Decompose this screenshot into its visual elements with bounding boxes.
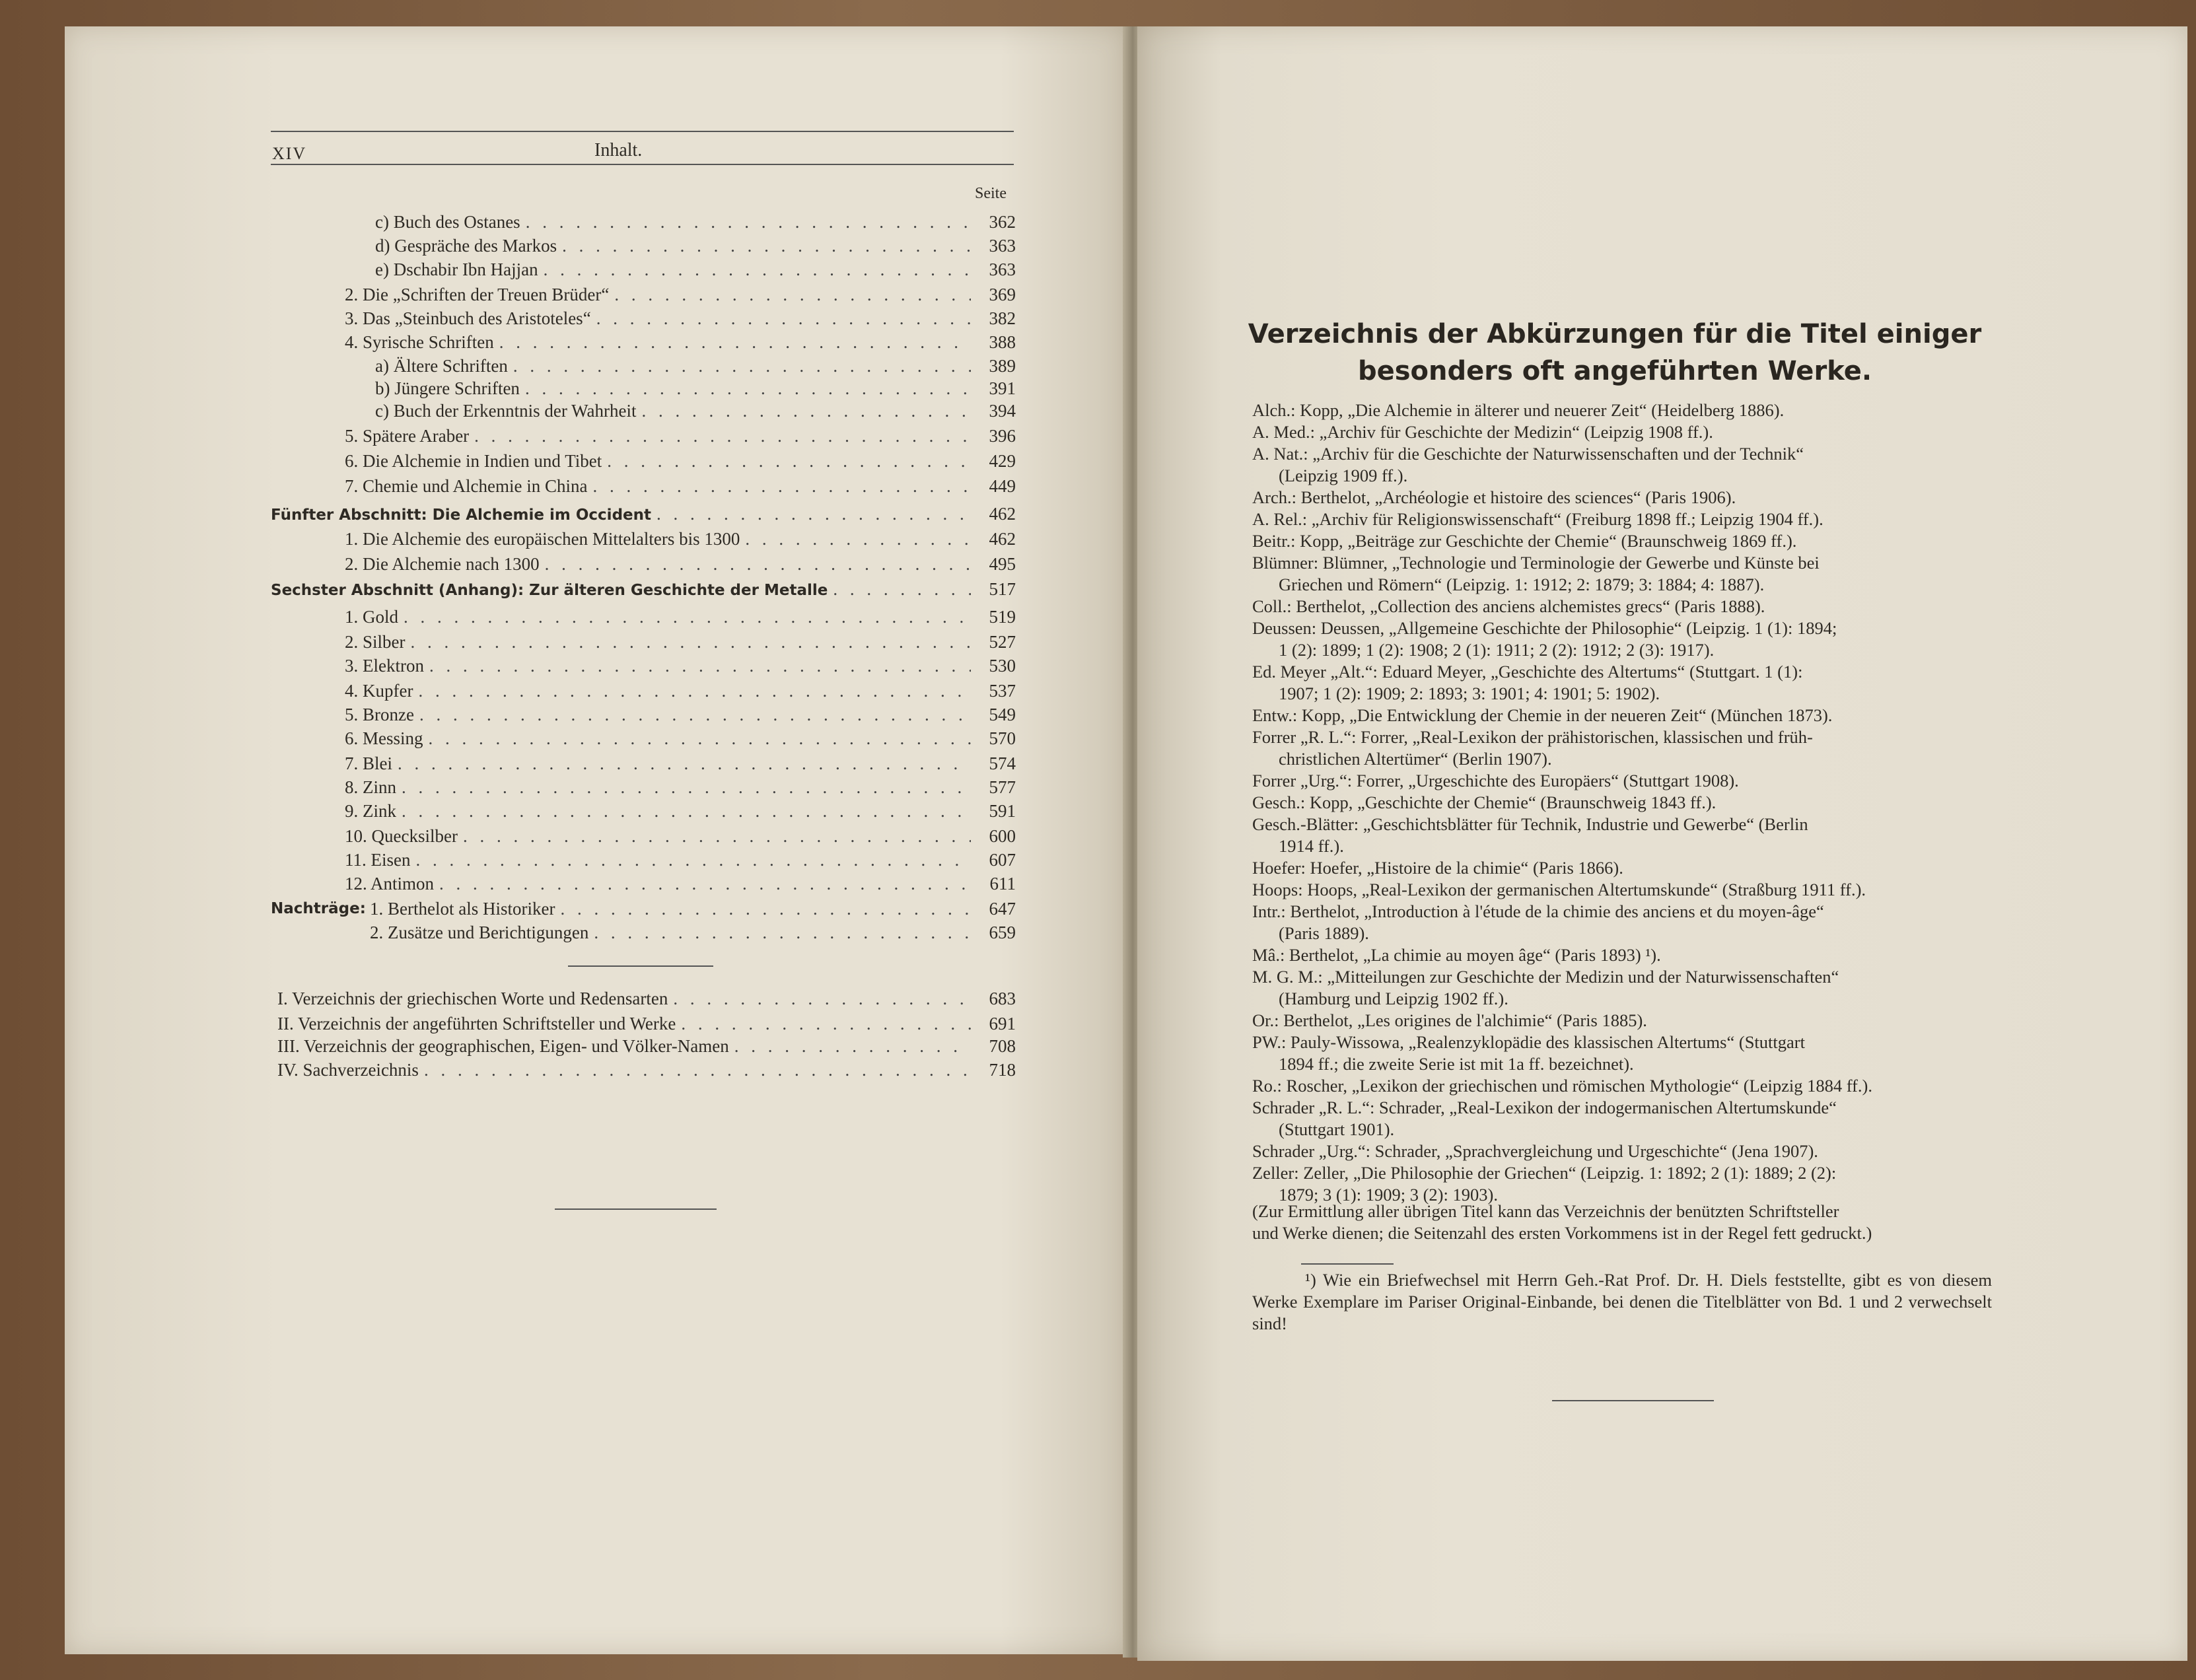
toc-entry [345,330,1016,354]
toc-entry-page: 363 [989,236,1016,256]
toc-entry-page: 391 [989,378,1016,398]
leader-dots [402,799,971,823]
toc-entry-page: 382 [989,308,1016,328]
abbreviation-text: M. G. M.: „Mitteilungen zur Geschichte der Medizin und der Naturwissenschaften“ [1252,967,1839,987]
abbreviation-entry [1252,1097,1992,1140]
abbreviation-entry [1252,966,1992,1010]
toc-entry-label: 2. Silber [345,632,406,652]
abbreviation-continuation: 1907; 1 (2): 1909; 2: 1893; 3: 1901; 4: 1901; 5: 1902). [1279,683,1660,703]
toc-entry [370,921,1016,944]
toc-entry-label: 4. Syrische Schriften [345,332,494,352]
abbreviation-continuation: Griechen und Römern“ (Leipzig. 1: 1912; 2: 1879; 3: 1884; 4: 1887). [1279,575,1765,594]
toc-entry-page: 600 [989,826,1016,846]
toc-entry [277,1058,1016,1082]
toc-entry-page: 691 [989,1014,1016,1033]
toc-entry-label: 5. Spätere Araber [345,426,470,446]
toc-entry-label: Sechster Abschnitt (Anhang): Zur älteren Geschichte der Metalle [271,582,828,599]
abbreviation-text: Blümner: Blümner, „Technologie und Terminologie der Gewerbe und Künste bei [1252,553,1820,573]
toc-entry-label: c) Buch der Erkenntnis der Wahrheit [375,401,637,421]
abbreviation-entry [1252,1010,1992,1032]
toc-entry [277,1012,1016,1035]
toc-entry-label: a) Ältere Schriften [375,356,508,376]
toc-entry-label: 3. Das „Steinbuch des Aristoteles“ [345,308,591,328]
toc-entry-label: I. Verzeichnis der griechischen Worte und Redensarten [277,989,668,1008]
toc-entry [375,234,1016,258]
leader-dots [673,987,971,1010]
section-divider [568,965,713,967]
abbreviation-entry [1252,1032,1992,1075]
abbreviation-text: Forrer „R. L.“: Forrer, „Real-Lexikon der prähistorischen, klassischen und früh- [1252,727,1813,747]
abbreviation-entry [1252,530,1992,552]
heading-line-1: Verzeichnis der Abkürzungen für die Titel einiger [1248,319,1982,349]
header-rule-bottom [271,164,1014,165]
abbreviation-entry [1252,705,1992,726]
abbreviation-continuation: (Leipzig 1909 ff.). [1279,466,1408,485]
page-end-rule [555,1208,717,1210]
toc-entry-label: 8. Zinn [345,777,396,797]
abbreviation-continuation: 1879; 3 (1): 1909; 3 (2): 1903). [1279,1185,1498,1205]
toc-entry [345,752,1016,775]
leader-dots [525,376,971,400]
abbreviation-text: Forrer „Urg.“: Forrer, „Urgeschichte des Europäers“ (Stuttgart 1908). [1252,771,1739,790]
abbreviation-text: Deussen: Deussen, „Allgemeine Geschichte der Philosophie“ (Leipzig. 1 (1): 1894; [1252,618,1837,638]
note [1252,1201,1992,1244]
abbreviation-text: Gesch.-Blätter: „Geschichtsblätter für Technik, Industrie und Gewerbe“ (Berlin [1252,814,1808,834]
abbreviation-entry [1252,1140,1992,1162]
toc-entry [345,283,1016,306]
toc-entry [375,258,1016,281]
toc-entry [271,502,1016,526]
toc-entry-label: 1. Die Alchemie des europäischen Mittelalters bis 1300 [345,529,740,549]
toc-entry-page: 495 [989,554,1016,574]
leader-dots [545,552,971,576]
page-number: XIV [272,144,307,163]
note-line-2: und Werke dienen; die Seitenzahl des ersten Vorkommens ist in der Regel fett gedruckt.) [1252,1223,1872,1243]
heading-line-2: besonders oft angeführten Werke. [1357,356,1872,386]
abbreviation-text: Gesch.: Kopp, „Geschichte der Chemie“ (Braunschweig 1843 ff.). [1252,792,1717,812]
abbreviation-entry [1252,552,1992,596]
leader-dots [513,354,971,378]
abbreviation-text: Schrader „R. L.“: Schrader, „Real-Lexikon der indogermanischen Altertumskunde“ [1252,1098,1837,1117]
toc-entry-label: 2. Die „Schriften der Treuen Brüder“ [345,285,610,304]
toc-entry-label: 11. Eisen [345,850,411,870]
abbreviation-entry [1252,1075,1992,1097]
toc-entry [345,527,1016,551]
footnote: ¹) Wie ein Briefwechsel mit Herrn Geh.-Rat Prof. Dr. H. Diels feststellte, gibt es von diesem Werke Exemplare im Pariser Original-Einbande, bei denen die Titelblätter von Bd. 1 und 2 verwechselt sind! [1252,1270,1992,1333]
toc-entry-page: 659 [989,923,1016,942]
abbreviation-text: Entw.: Kopp, „Die Entwicklung der Chemie in der neueren Zeit“ (München 1873). [1252,705,1833,725]
toc-entry [345,726,1016,750]
abbreviation-text: A. Nat.: „Archiv für die Geschichte der Naturwissenschaften und der Technik“ [1252,444,1804,464]
toc-entry-label: Fünfter Abschnitt: Die Alchemie im Occident [271,507,651,524]
abbreviation-entry [1252,617,1992,661]
toc-entry [345,630,1016,654]
leader-dots [418,679,971,703]
toc-entry-label: 1. Gold [345,607,398,627]
leader-dots [429,726,971,750]
toc-entry-page: 462 [989,504,1016,524]
header-rule [271,131,1014,132]
abbreviation-entry [1252,661,1992,705]
leader-dots [681,1012,971,1035]
toc-entry-page: 429 [989,451,1016,471]
toc-entry [375,210,1016,234]
toc-entry-page: 549 [989,705,1016,724]
toc-entry-page: 396 [989,426,1016,446]
toc-entry-label: III. Verzeichnis der geographischen, Eigen- und Völker-Namen [277,1036,729,1056]
toc-entry [345,654,1016,678]
leader-dots [424,1058,971,1082]
toc-entry-page: 369 [989,285,1016,304]
leader-dots [833,577,971,601]
toc-entry [345,703,1016,726]
leader-dots [411,630,972,654]
leader-dots [560,897,971,921]
leader-dots [734,1034,971,1058]
toc-entry [345,775,1016,799]
abbreviation-entry [1252,400,1992,421]
toc-entry-page: 611 [989,874,1016,893]
leader-dots [544,258,971,281]
footnote-rule [1301,1263,1394,1265]
toc-entry [345,872,1016,895]
toc-entry-page: 708 [989,1036,1016,1056]
leader-dots [429,654,971,678]
abbreviation-text: Arch.: Berthelot, „Archéologie et histoire des sciences“ (Paris 1906). [1252,487,1736,507]
toc-entry-page: 363 [989,260,1016,279]
leader-dots [439,872,971,895]
toc-entry-label: 7. Chemie und Alchemie in China [345,476,588,496]
toc-entry-page: 718 [989,1060,1016,1080]
abbreviation-entry [1252,421,1992,443]
toc-entry-page: 570 [989,728,1016,748]
seite-label: Seite [975,185,1007,202]
toc-entry [375,376,1016,400]
toc-entry-page: 530 [989,656,1016,676]
toc-entry-page: 362 [989,212,1016,232]
leader-dots [526,210,971,234]
toc-entry-page: 591 [989,801,1016,821]
page-heading [1209,316,2021,390]
toc-entry [345,552,1016,576]
toc-entry-label: 3. Elektron [345,656,424,676]
abbreviation-entry [1252,726,1992,770]
note-line-1: (Zur Ermittlung aller übrigen Titel kann das Verzeichnis der benützten Schriftsteller [1252,1201,1839,1221]
abbreviation-continuation: (Stuttgart 1901). [1279,1119,1395,1139]
toc-entry-label: b) Jüngere Schriften [375,378,520,398]
toc-entry [345,306,1016,330]
toc-entry-label: 6. Messing [345,728,423,748]
abbreviation-text: Ro.: Roscher, „Lexikon der griechischen und römischen Mythologie“ (Leipzig 1884 ff.). [1252,1076,1872,1096]
leader-dots [594,921,971,944]
toc-entry-label: c) Buch des Ostanes [375,212,520,232]
toc-entry-label: 2. Die Alchemie nach 1300 [345,554,540,574]
abbreviation-continuation: 1 (2): 1899; 1 (2): 1908; 2 (1): 1911; 2 (2): 1912; 2 (3): 1917). [1279,640,1715,660]
abbreviation-text: Mâ.: Berthelot, „La chimie au moyen âge“ (Paris 1893) ¹). [1252,945,1661,965]
toc-entry [345,824,1016,848]
leader-dots [641,399,971,423]
toc-entry-page: 647 [989,899,1016,919]
abbreviation-entry [1252,901,1992,944]
leader-dots [656,502,971,526]
toc-entry-label: 12. Antimon [345,874,435,893]
toc-entry [271,577,1016,601]
toc-entry [277,987,1016,1010]
toc-entry [375,399,1016,423]
toc-entry [345,605,1016,629]
leader-dots [499,330,971,354]
abbreviation-entry [1252,1162,1992,1206]
toc-entry-page: 574 [989,753,1016,773]
toc-entry-page: 449 [989,476,1016,496]
abbreviation-entry [1252,770,1992,792]
toc-entry-page: 683 [989,989,1016,1008]
toc-entry [271,897,370,921]
leader-dots [463,824,971,848]
toc-entry-label: d) Gespräche des Markos [375,236,557,256]
abbreviation-text: Hoefer: Hoefer, „Histoire de la chimie“ (Paris 1866). [1252,858,1623,878]
toc-entry-label: Nachträge: [271,900,366,917]
toc-entry [345,449,1016,473]
abbreviation-entry [1252,814,1992,857]
toc-entry-page: 462 [989,529,1016,549]
abbreviation-entry [1252,487,1992,508]
toc-entry [345,424,1016,448]
leader-dots [562,234,971,258]
abbreviation-text: Coll.: Berthelot, „Collection des anciens alchemistes grecs“ (Paris 1888). [1252,596,1765,616]
abbreviation-entry [1252,944,1992,966]
abbreviation-text: Schrader „Urg.“: Schrader, „Sprachvergleichung und Urgeschichte“ (Jena 1907). [1252,1141,1818,1161]
abbreviation-entry [1252,596,1992,617]
leader-dots [402,775,971,799]
leader-dots [398,752,971,775]
toc-entry-page: 517 [989,579,1016,599]
abbreviation-entry [1252,857,1992,879]
toc-entry-label: 4. Kupfer [345,681,413,701]
abbreviation-text: A. Med.: „Archiv für Geschichte der Medizin“ (Leipzig 1908 ff.). [1252,422,1713,442]
toc-entry-label: 7. Blei [345,753,392,773]
abbreviation-entry [1252,508,1992,530]
abbreviation-text: Intr.: Berthelot, „Introduction à l'étude de la chimie des anciens et du moyen-âge“ [1252,901,1824,921]
abbreviation-text: Hoops: Hoops, „Real-Lexikon der germanischen Altertumskunde“ (Straßburg 1911 ff.). [1252,880,1866,899]
toc-entry-label: II. Verzeichnis der angeführten Schriftsteller und Werke [277,1014,676,1033]
abbreviation-text: PW.: Pauly-Wissowa, „Realenzyklopädie des klassischen Altertums“ (Stuttgart [1252,1032,1805,1052]
abbreviation-text: Or.: Berthelot, „Les origines de l'alchimie“ (Paris 1885). [1252,1010,1647,1030]
abbreviation-text: Alch.: Kopp, „Die Alchemie in älterer und neuerer Zeit“ (Heidelberg 1886). [1252,400,1785,420]
leader-dots [745,527,971,551]
toc-entry-label: e) Dschabir Ibn Hajjan [375,260,538,279]
leader-dots [419,703,971,726]
leader-dots [614,283,971,306]
abbreviation-entry [1252,879,1992,901]
abbreviation-entry [1252,443,1992,487]
toc-entry-label: 5. Bronze [345,705,414,724]
toc-entry [375,354,1016,378]
abbreviation-entry [1252,792,1992,814]
toc-entry [370,897,1016,921]
abbreviation-continuation: 1914 ff.). [1279,836,1344,856]
leader-dots [592,474,971,498]
abbreviation-continuation: christlichen Altertümer“ (Berlin 1907). [1279,749,1552,769]
toc-entry-label: 2. Zusätze und Berichtigungen [370,923,589,942]
toc-entry-page: 577 [989,777,1016,797]
leader-dots [596,306,971,330]
toc-entry [345,679,1016,703]
abbreviation-continuation: (Hamburg und Leipzig 1902 ff.). [1279,989,1508,1008]
toc-entry-label: IV. Sachverzeichnis [277,1060,419,1080]
toc-entry-label: 10. Quecksilber [345,826,458,846]
abbreviation-continuation: 1894 ff.; die zweite Serie ist mit 1a ff. bezeichnet). [1279,1054,1634,1074]
leader-dots [474,424,971,448]
toc-entry [345,799,1016,823]
toc-entry-label: 1. Berthelot als Historiker [370,899,555,919]
abbreviation-text: Zeller: Zeller, „Die Philosophie der Griechen“ (Leipzig. 1: 1892; 2 (1): 1889; 2 (2): [1252,1163,1837,1183]
abbreviation-continuation: (Paris 1889). [1279,923,1369,943]
toc-entry-label: 6. Die Alchemie in Indien und Tibet [345,451,602,471]
abbreviation-text: Beitr.: Kopp, „Beiträge zur Geschichte der Chemie“ (Braunschweig 1869 ff.). [1252,531,1797,551]
toc-entry [345,848,1016,872]
abbreviation-text: Ed. Meyer „Alt.“: Eduard Meyer, „Geschichte des Altertums“ (Stuttgart. 1 (1): [1252,662,1803,682]
leader-dots [404,605,971,629]
toc-entry [345,474,1016,498]
toc-entry [277,1034,1016,1058]
leader-dots [607,449,971,473]
toc-entry-label: 9. Zink [345,801,396,821]
running-title: Inhalt. [594,140,643,160]
toc-entry-page: 537 [989,681,1016,701]
right-page-end-rule [1552,1400,1714,1401]
toc-entry-page: 389 [989,356,1016,376]
abbreviation-text: A. Rel.: „Archiv für Religionswissenschaft“ (Freiburg 1898 ff.; Leipzig 1904 ff.). [1252,509,1824,529]
leader-dots [415,848,971,872]
toc-entry-page: 394 [989,401,1016,421]
toc-entry-page: 388 [989,332,1016,352]
toc-entry-page: 607 [989,850,1016,870]
toc-entry-page: 519 [989,607,1016,627]
toc-entry-page: 527 [989,632,1016,652]
